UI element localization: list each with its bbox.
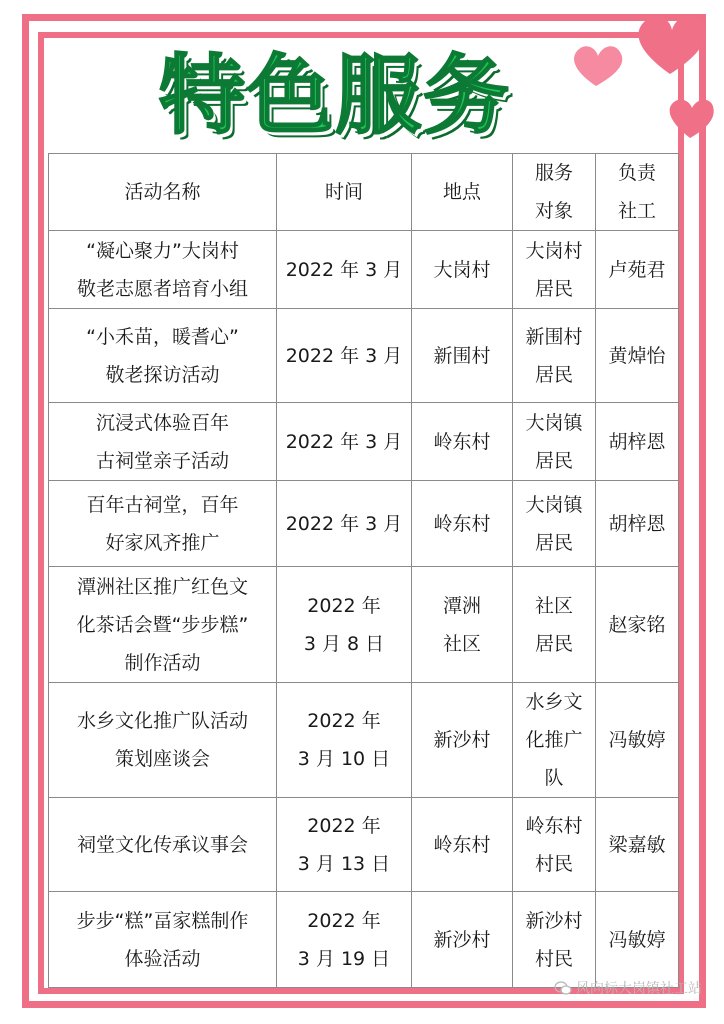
cell-target: 社区 居民 — [513, 567, 596, 683]
cell-target: 岭东村 村民 — [513, 798, 596, 892]
heart-icon — [574, 46, 622, 86]
table-row — [49, 683, 679, 798]
cell-worker: 梁嘉敏 — [596, 798, 679, 892]
cell-time: 2022 年 3 月 10 日 — [277, 683, 412, 798]
cell-worker: 卢苑君 — [596, 231, 679, 309]
cell-time: 2022 年 3 月 19 日 — [277, 892, 412, 988]
cell-place: 新沙村 — [412, 683, 513, 798]
cell-activity: 潭洲社区推广红色文 化茶话会暨“步步糕” 制作活动 — [49, 567, 277, 683]
cell-target: 新沙村 村民 — [513, 892, 596, 988]
cell-time: 2022 年 3 月 — [277, 309, 412, 403]
table-header-row — [49, 154, 679, 231]
cell-target: 大岗镇 居民 — [513, 481, 596, 567]
cell-activity: 祠堂文化传承议事会 — [49, 798, 277, 892]
cell-worker: 冯敏婷 — [596, 683, 679, 798]
cell-target: 新围村 居民 — [513, 309, 596, 403]
cell-time: 2022 年 3 月 8 日 — [277, 567, 412, 683]
cell-place: 潭洲 社区 — [412, 567, 513, 683]
cell-activity: “小禾苗，暖耆心” 敬老探访活动 — [49, 309, 277, 403]
cell-time: 2022 年 3 月 — [277, 403, 412, 481]
table-row — [49, 567, 679, 683]
watermark — [554, 978, 702, 998]
table-row — [49, 403, 679, 481]
watermark-text: 风向标大岗镇社工站 — [576, 981, 702, 997]
table-row — [49, 892, 679, 988]
heart-icon — [638, 16, 705, 74]
cell-place: 大岗村 — [412, 231, 513, 309]
cell-activity: 百年古祠堂，百年 好家风齐推广 — [49, 481, 277, 567]
cell-worker: 黄焯怡 — [596, 309, 679, 403]
cell-activity: 沉浸式体验百年 古祠堂亲子活动 — [49, 403, 277, 481]
wechat-icon — [554, 981, 572, 995]
cell-place: 岭东村 — [412, 403, 513, 481]
cell-time: 2022 年 3 月 — [277, 481, 412, 567]
table-row — [49, 481, 679, 567]
cell-activity: 水乡文化推广队活动 策划座谈会 — [49, 683, 277, 798]
cell-worker: 冯敏婷 — [596, 892, 679, 988]
service-table — [48, 153, 679, 988]
hearts-decoration — [560, 6, 720, 156]
cell-place: 岭东村 — [412, 481, 513, 567]
cell-target: 大岗村 居民 — [513, 231, 596, 309]
cell-target: 水乡文 化推广 队 — [513, 683, 596, 798]
cell-place: 新围村 — [412, 309, 513, 403]
header-activity: 活动名称 — [49, 154, 277, 231]
cell-worker: 赵家铭 — [596, 567, 679, 683]
header-time: 时间 — [277, 154, 412, 231]
cell-time: 2022 年 3 月 13 日 — [277, 798, 412, 892]
page-title: 特色服务 — [159, 46, 511, 146]
cell-activity: 步步“糕”畐家糕制作 体验活动 — [49, 892, 277, 988]
header-place: 地点 — [412, 154, 513, 231]
table-row — [49, 231, 679, 309]
header-target: 服务 对象 — [513, 154, 596, 231]
cell-time: 2022 年 3 月 — [277, 231, 412, 309]
cell-worker: 胡梓恩 — [596, 403, 679, 481]
cell-target: 大岗镇 居民 — [513, 403, 596, 481]
cell-place: 岭东村 — [412, 798, 513, 892]
header-worker: 负责 社工 — [596, 154, 679, 231]
cell-place: 新沙村 — [412, 892, 513, 988]
table-row — [49, 798, 679, 892]
cell-worker: 胡梓恩 — [596, 481, 679, 567]
heart-icon — [670, 100, 714, 138]
table-row — [49, 309, 679, 403]
cell-activity: “凝心聚力”大岗村 敬老志愿者培育小组 — [49, 231, 277, 309]
